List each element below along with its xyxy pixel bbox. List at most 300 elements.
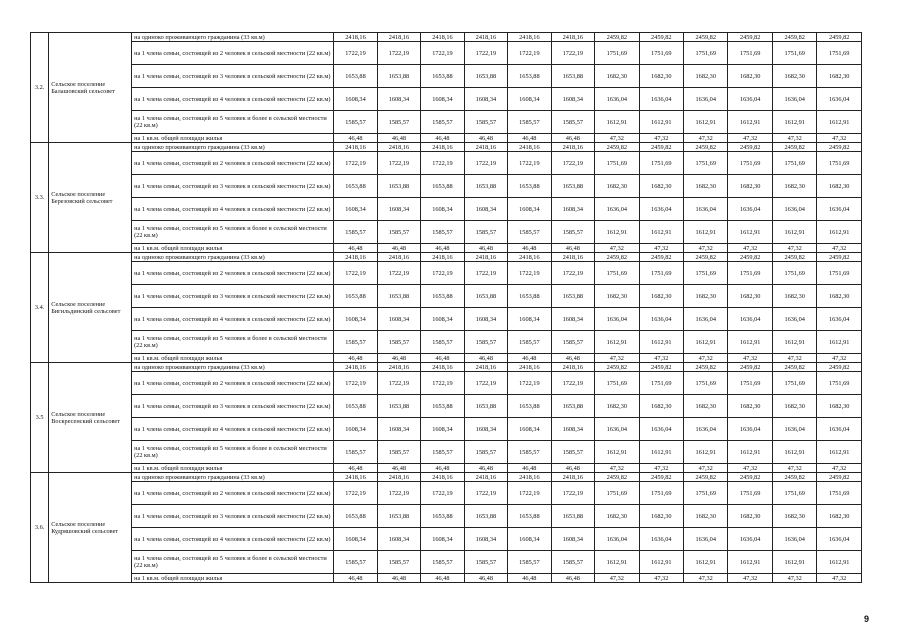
table-row — [31, 363, 862, 372]
table-row — [31, 143, 862, 152]
value-cell: 46,48 — [377, 134, 420, 143]
value-cell: 2459,82 — [728, 143, 772, 152]
value-cell: 47,32 — [595, 464, 639, 473]
value-cell: 2418,16 — [551, 363, 594, 372]
value-cell: 46,48 — [334, 244, 377, 253]
value-cell: 1751,69 — [728, 262, 772, 285]
value-cell: 2459,82 — [595, 363, 639, 372]
value-cell: 47,32 — [595, 354, 639, 363]
value-cell: 2459,82 — [684, 33, 728, 42]
value-cell: 1608,34 — [464, 418, 507, 441]
value-cell: 1682,30 — [639, 505, 683, 528]
value-cell: 1751,69 — [817, 42, 862, 65]
table-row — [31, 244, 862, 253]
value-cell: 1612,91 — [772, 221, 816, 244]
value-cell: 1636,04 — [817, 198, 862, 221]
value-cell: 1682,30 — [817, 505, 862, 528]
value-cell: 2418,16 — [334, 143, 377, 152]
value-cell: 2459,82 — [728, 253, 772, 262]
value-cell: 2459,82 — [817, 473, 862, 482]
value-cell: 1653,88 — [334, 65, 377, 88]
value-cell: 1653,88 — [551, 65, 594, 88]
value-cell: 1612,91 — [639, 111, 683, 134]
value-cell: 1653,88 — [464, 65, 507, 88]
value-cell: 1653,88 — [421, 175, 464, 198]
settlement-name: Сельское поселение Кудряшовский сельсовет — [49, 473, 132, 583]
value-cell: 47,32 — [772, 244, 816, 253]
value-cell: 1585,57 — [334, 221, 377, 244]
value-cell: 1682,30 — [817, 285, 862, 308]
category-label: на 1 члена семьи, состоящей из 3 человек в сельской местности (22 кв.м) — [132, 285, 334, 308]
value-cell: 1608,34 — [508, 308, 551, 331]
value-cell: 1722,19 — [551, 42, 594, 65]
value-cell: 2418,16 — [551, 473, 594, 482]
value-cell: 2459,82 — [728, 363, 772, 372]
table-row — [31, 134, 862, 143]
value-cell: 1636,04 — [684, 418, 728, 441]
category-label: на 1 члена семьи, состоящей из 4 человек в сельской местности (22 кв.м) — [132, 88, 334, 111]
value-cell: 1653,88 — [334, 395, 377, 418]
value-cell: 1682,30 — [728, 395, 772, 418]
value-cell: 2459,82 — [595, 253, 639, 262]
value-cell: 1585,57 — [334, 441, 377, 464]
value-cell: 1751,69 — [817, 262, 862, 285]
value-cell: 47,32 — [728, 464, 772, 473]
value-cell: 2459,82 — [639, 473, 683, 482]
value-cell: 1608,34 — [508, 198, 551, 221]
value-cell: 1751,69 — [728, 152, 772, 175]
category-label: на 1 кв.м. общей площади жилья — [132, 464, 334, 473]
table-row — [31, 198, 862, 221]
value-cell: 1751,69 — [684, 482, 728, 505]
value-cell: 1608,34 — [377, 88, 420, 111]
value-cell: 2418,16 — [377, 473, 420, 482]
value-cell: 1612,91 — [639, 331, 683, 354]
value-cell: 1585,57 — [464, 221, 507, 244]
value-cell: 1682,30 — [728, 285, 772, 308]
value-cell: 2418,16 — [421, 253, 464, 262]
value-cell: 2418,16 — [508, 253, 551, 262]
value-cell: 1722,19 — [421, 42, 464, 65]
value-cell: 46,48 — [464, 574, 507, 583]
value-cell: 1751,69 — [639, 262, 683, 285]
page-number: 9 — [864, 614, 870, 624]
value-cell: 1585,57 — [551, 441, 594, 464]
table-row — [31, 505, 862, 528]
value-cell: 2418,16 — [464, 253, 507, 262]
value-cell: 1722,19 — [464, 372, 507, 395]
section-number: 3.6. — [31, 473, 49, 583]
value-cell: 47,32 — [817, 354, 862, 363]
value-cell: 1722,19 — [334, 262, 377, 285]
value-cell: 2459,82 — [639, 363, 683, 372]
value-cell: 2418,16 — [377, 253, 420, 262]
value-cell: 1585,57 — [377, 551, 420, 574]
value-cell: 1612,91 — [728, 221, 772, 244]
value-cell: 1682,30 — [595, 395, 639, 418]
value-cell: 46,48 — [377, 464, 420, 473]
category-label: на 1 члена семьи, состоящей из 4 человек в сельской местности (22 кв.м) — [132, 198, 334, 221]
value-cell: 1722,19 — [421, 372, 464, 395]
value-cell: 2459,82 — [817, 143, 862, 152]
value-cell: 47,32 — [639, 464, 683, 473]
value-cell: 1751,69 — [684, 262, 728, 285]
value-cell: 1682,30 — [639, 65, 683, 88]
value-cell: 46,48 — [464, 244, 507, 253]
value-cell: 1722,19 — [334, 482, 377, 505]
value-cell: 1608,34 — [377, 308, 420, 331]
value-cell: 1608,34 — [334, 198, 377, 221]
value-cell: 1653,88 — [421, 505, 464, 528]
value-cell: 1608,34 — [551, 528, 594, 551]
value-cell: 1751,69 — [728, 42, 772, 65]
category-label: на 1 члена семьи, состоящей из 5 человек и более в сельской местности (22 кв.м) — [132, 441, 334, 464]
value-cell: 1751,69 — [817, 372, 862, 395]
value-cell: 1585,57 — [421, 331, 464, 354]
value-cell: 1612,91 — [817, 221, 862, 244]
value-cell: 1636,04 — [772, 308, 816, 331]
value-cell: 1608,34 — [377, 418, 420, 441]
value-cell: 1682,30 — [684, 285, 728, 308]
tariff-table-sheet — [30, 32, 862, 583]
table-row — [31, 574, 862, 583]
value-cell: 1751,69 — [772, 262, 816, 285]
settlement-name: Сельское поселение Бигильдинский сельсовет — [49, 253, 132, 363]
value-cell: 47,32 — [817, 464, 862, 473]
value-cell: 1636,04 — [728, 88, 772, 111]
value-cell: 2418,16 — [508, 143, 551, 152]
table-row — [31, 152, 862, 175]
value-cell: 1682,30 — [817, 395, 862, 418]
value-cell: 47,32 — [772, 134, 816, 143]
value-cell: 46,48 — [377, 354, 420, 363]
value-cell: 2459,82 — [595, 143, 639, 152]
table-row — [31, 111, 862, 134]
value-cell: 1585,57 — [377, 111, 420, 134]
value-cell: 1722,19 — [334, 42, 377, 65]
value-cell: 46,48 — [421, 574, 464, 583]
value-cell: 1612,91 — [684, 441, 728, 464]
value-cell: 1722,19 — [508, 372, 551, 395]
value-cell: 46,48 — [508, 354, 551, 363]
value-cell: 1608,34 — [464, 528, 507, 551]
value-cell: 2459,82 — [772, 363, 816, 372]
value-cell: 1722,19 — [464, 482, 507, 505]
section-number: 3.2. — [31, 33, 49, 143]
value-cell: 1636,04 — [684, 88, 728, 111]
value-cell: 1585,57 — [551, 551, 594, 574]
value-cell: 46,48 — [464, 134, 507, 143]
category-label: на одиноко проживающего гражданина (33 кв.м) — [132, 143, 334, 152]
value-cell: 1682,30 — [772, 175, 816, 198]
value-cell: 1653,88 — [464, 175, 507, 198]
value-cell: 1585,57 — [508, 551, 551, 574]
value-cell: 2418,16 — [377, 363, 420, 372]
value-cell: 1722,19 — [464, 262, 507, 285]
value-cell: 2418,16 — [334, 363, 377, 372]
table-row — [31, 354, 862, 363]
value-cell: 1653,88 — [421, 65, 464, 88]
table-row — [31, 175, 862, 198]
value-cell: 1636,04 — [772, 418, 816, 441]
category-label: на 1 члена семьи, состоящей из 2 человек в сельской местности (22 кв.м) — [132, 482, 334, 505]
value-cell: 1636,04 — [684, 308, 728, 331]
value-cell: 46,48 — [334, 464, 377, 473]
value-cell: 47,32 — [595, 244, 639, 253]
value-cell: 1722,19 — [551, 482, 594, 505]
value-cell: 1612,91 — [595, 551, 639, 574]
value-cell: 1612,91 — [639, 221, 683, 244]
value-cell: 47,32 — [728, 354, 772, 363]
value-cell: 2418,16 — [464, 363, 507, 372]
value-cell: 1636,04 — [728, 198, 772, 221]
value-cell: 1612,91 — [684, 111, 728, 134]
value-cell: 1653,88 — [508, 395, 551, 418]
value-cell: 1612,91 — [817, 331, 862, 354]
value-cell: 1653,88 — [464, 285, 507, 308]
value-cell: 1608,34 — [464, 308, 507, 331]
value-cell: 1585,57 — [551, 111, 594, 134]
table-row — [31, 418, 862, 441]
value-cell: 2418,16 — [508, 363, 551, 372]
value-cell: 1608,34 — [377, 198, 420, 221]
value-cell: 47,32 — [639, 574, 683, 583]
value-cell: 1653,88 — [464, 505, 507, 528]
value-cell: 1636,04 — [639, 418, 683, 441]
value-cell: 1585,57 — [464, 111, 507, 134]
value-cell: 47,32 — [772, 574, 816, 583]
value-cell: 1751,69 — [684, 42, 728, 65]
value-cell: 1585,57 — [508, 331, 551, 354]
value-cell: 47,32 — [684, 134, 728, 143]
table-row — [31, 372, 862, 395]
value-cell: 46,48 — [508, 464, 551, 473]
value-cell: 1751,69 — [684, 152, 728, 175]
value-cell: 1608,34 — [334, 528, 377, 551]
value-cell: 1585,57 — [334, 551, 377, 574]
value-cell: 1585,57 — [508, 221, 551, 244]
value-cell: 1682,30 — [772, 395, 816, 418]
value-cell: 1751,69 — [772, 482, 816, 505]
table-row — [31, 221, 862, 244]
value-cell: 1585,57 — [421, 111, 464, 134]
category-label: на 1 члена семьи, состоящей из 4 человек в сельской местности (22 кв.м) — [132, 308, 334, 331]
table-row — [31, 528, 862, 551]
value-cell: 1636,04 — [817, 308, 862, 331]
value-cell: 1653,88 — [508, 65, 551, 88]
value-cell: 47,32 — [728, 134, 772, 143]
value-cell: 2418,16 — [508, 473, 551, 482]
value-cell: 2459,82 — [817, 33, 862, 42]
value-cell: 46,48 — [508, 134, 551, 143]
value-cell: 2459,82 — [728, 33, 772, 42]
category-label: на 1 члена семьи, состоящей из 5 человек и более в сельской местности (22 кв.м) — [132, 111, 334, 134]
value-cell: 1653,88 — [377, 395, 420, 418]
value-cell: 1653,88 — [421, 285, 464, 308]
value-cell: 1722,19 — [508, 262, 551, 285]
section-number: 3.4. — [31, 253, 49, 363]
value-cell: 1612,91 — [817, 111, 862, 134]
value-cell: 47,32 — [728, 574, 772, 583]
value-cell: 1636,04 — [595, 88, 639, 111]
table-row — [31, 42, 862, 65]
value-cell: 46,48 — [508, 574, 551, 583]
value-cell: 1722,19 — [508, 42, 551, 65]
value-cell: 1636,04 — [772, 88, 816, 111]
value-cell: 1682,30 — [728, 65, 772, 88]
table-row — [31, 473, 862, 482]
value-cell: 1636,04 — [639, 528, 683, 551]
value-cell: 1751,69 — [595, 152, 639, 175]
value-cell: 1653,88 — [551, 285, 594, 308]
value-cell: 2418,16 — [421, 473, 464, 482]
table-row — [31, 331, 862, 354]
value-cell: 1636,04 — [639, 198, 683, 221]
table-row — [31, 395, 862, 418]
table-row — [31, 285, 862, 308]
value-cell: 1585,57 — [334, 111, 377, 134]
value-cell: 1636,04 — [817, 418, 862, 441]
value-cell: 1682,30 — [817, 65, 862, 88]
category-label: на 1 кв.м. общей площади жилья — [132, 354, 334, 363]
value-cell: 47,32 — [595, 134, 639, 143]
value-cell: 1608,34 — [421, 198, 464, 221]
value-cell: 47,32 — [684, 574, 728, 583]
category-label: на 1 члена семьи, состоящей из 2 человек в сельской местности (22 кв.м) — [132, 372, 334, 395]
value-cell: 2418,16 — [464, 33, 507, 42]
value-cell: 1751,69 — [772, 152, 816, 175]
value-cell: 1653,88 — [508, 285, 551, 308]
value-cell: 1722,19 — [551, 152, 594, 175]
value-cell: 1722,19 — [508, 482, 551, 505]
category-label: на одиноко проживающего гражданина (33 кв.м) — [132, 473, 334, 482]
value-cell: 1636,04 — [639, 88, 683, 111]
category-label: на 1 члена семьи, состоящей из 2 человек в сельской местности (22 кв.м) — [132, 42, 334, 65]
value-cell: 1585,57 — [508, 111, 551, 134]
value-cell: 2418,16 — [551, 143, 594, 152]
value-cell: 1682,30 — [684, 175, 728, 198]
value-cell: 2459,82 — [639, 33, 683, 42]
category-label: на одиноко проживающего гражданина (33 кв.м) — [132, 363, 334, 372]
value-cell: 1682,30 — [684, 395, 728, 418]
value-cell: 1722,19 — [377, 152, 420, 175]
value-cell: 1636,04 — [772, 198, 816, 221]
value-cell: 1612,91 — [728, 551, 772, 574]
value-cell: 1751,69 — [817, 482, 862, 505]
value-cell: 1636,04 — [772, 528, 816, 551]
category-label: на 1 члена семьи, состоящей из 2 человек в сельской местности (22 кв.м) — [132, 152, 334, 175]
value-cell: 1612,91 — [684, 331, 728, 354]
value-cell: 1636,04 — [817, 528, 862, 551]
value-cell: 47,32 — [817, 244, 862, 253]
value-cell: 1636,04 — [595, 308, 639, 331]
value-cell: 1751,69 — [639, 42, 683, 65]
value-cell: 46,48 — [551, 134, 594, 143]
value-cell: 1612,91 — [817, 551, 862, 574]
value-cell: 2459,82 — [728, 473, 772, 482]
value-cell: 1682,30 — [639, 285, 683, 308]
value-cell: 1612,91 — [595, 331, 639, 354]
value-cell: 1608,34 — [334, 308, 377, 331]
value-cell: 47,32 — [684, 354, 728, 363]
value-cell: 47,32 — [728, 244, 772, 253]
value-cell: 2459,82 — [595, 473, 639, 482]
value-cell: 1608,34 — [508, 528, 551, 551]
value-cell: 1585,57 — [551, 331, 594, 354]
table-row — [31, 262, 862, 285]
value-cell: 1612,91 — [772, 111, 816, 134]
value-cell: 1612,91 — [817, 441, 862, 464]
value-cell: 47,32 — [639, 354, 683, 363]
value-cell: 1682,30 — [728, 175, 772, 198]
value-cell: 46,48 — [464, 464, 507, 473]
category-label: на 1 члена семьи, состоящей из 2 человек в сельской местности (22 кв.м) — [132, 262, 334, 285]
value-cell: 1636,04 — [684, 198, 728, 221]
value-cell: 2418,16 — [464, 143, 507, 152]
value-cell: 47,32 — [684, 464, 728, 473]
value-cell: 1722,19 — [421, 262, 464, 285]
value-cell: 47,32 — [684, 244, 728, 253]
value-cell: 2418,16 — [334, 253, 377, 262]
settlement-name: Сельское поселение Воскресенский сельсовет — [49, 363, 132, 473]
value-cell: 1653,88 — [508, 175, 551, 198]
value-cell: 2418,16 — [377, 33, 420, 42]
value-cell: 1608,34 — [464, 88, 507, 111]
value-cell: 1751,69 — [595, 42, 639, 65]
value-cell: 2459,82 — [772, 253, 816, 262]
value-cell: 2459,82 — [595, 33, 639, 42]
value-cell: 1612,91 — [684, 221, 728, 244]
category-label: на 1 кв.м. общей площади жилья — [132, 134, 334, 143]
value-cell: 47,32 — [772, 354, 816, 363]
value-cell: 1653,88 — [508, 505, 551, 528]
value-cell: 1636,04 — [728, 418, 772, 441]
value-cell: 2418,16 — [334, 33, 377, 42]
category-label: на 1 кв.м. общей площади жилья — [132, 244, 334, 253]
value-cell: 1612,91 — [595, 221, 639, 244]
category-label: на одиноко проживающего гражданина (33 кв.м) — [132, 33, 334, 42]
category-label: на 1 члена семьи, состоящей из 5 человек и более в сельской местности (22 кв.м) — [132, 221, 334, 244]
value-cell: 1751,69 — [772, 42, 816, 65]
value-cell: 1682,30 — [772, 285, 816, 308]
value-cell: 1608,34 — [377, 528, 420, 551]
value-cell: 1653,88 — [334, 285, 377, 308]
value-cell: 1682,30 — [772, 65, 816, 88]
value-cell: 2418,16 — [421, 363, 464, 372]
value-cell: 1608,34 — [421, 418, 464, 441]
value-cell: 47,32 — [772, 464, 816, 473]
value-cell: 2459,82 — [639, 253, 683, 262]
value-cell: 1636,04 — [595, 418, 639, 441]
value-cell: 1653,88 — [377, 175, 420, 198]
value-cell: 1751,69 — [728, 482, 772, 505]
table-row — [31, 464, 862, 473]
table-row — [31, 253, 862, 262]
value-cell: 1682,30 — [684, 65, 728, 88]
table-row — [31, 441, 862, 464]
value-cell: 46,48 — [377, 574, 420, 583]
value-cell: 1608,34 — [421, 528, 464, 551]
value-cell: 1682,30 — [595, 175, 639, 198]
value-cell: 1612,91 — [728, 111, 772, 134]
tariff-table — [30, 32, 862, 583]
value-cell: 1722,19 — [334, 152, 377, 175]
value-cell: 2418,16 — [421, 143, 464, 152]
value-cell: 1722,19 — [377, 262, 420, 285]
value-cell: 2418,16 — [421, 33, 464, 42]
value-cell: 1585,57 — [551, 221, 594, 244]
value-cell: 1608,34 — [551, 88, 594, 111]
